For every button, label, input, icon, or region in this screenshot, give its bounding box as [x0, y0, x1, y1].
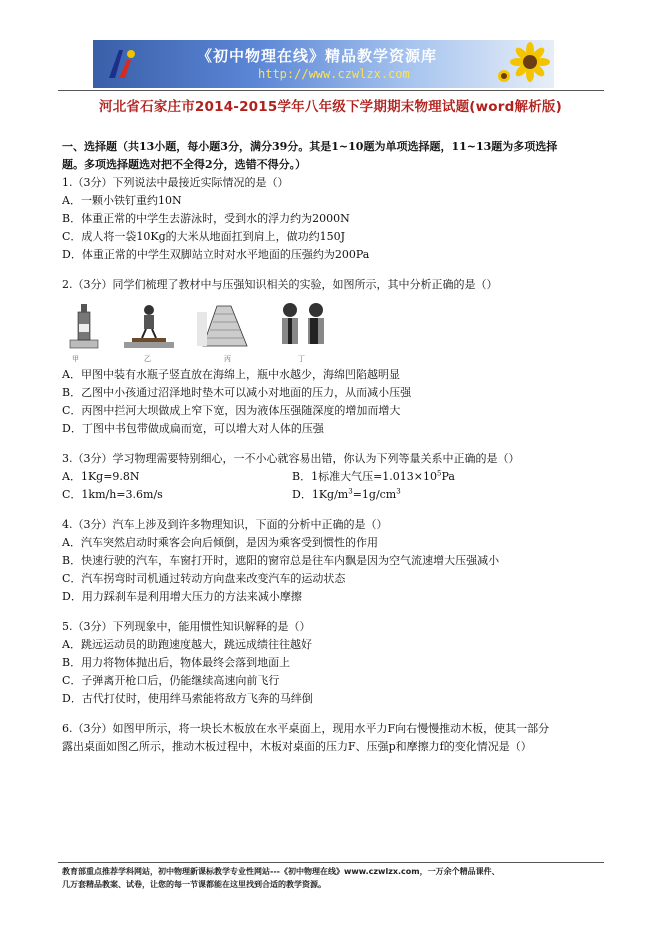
question-4-option-a: A．汽车突然启动时乘客会向后倾倒，是因为乘客受到惯性的作用 — [62, 536, 378, 549]
question-6-stem-line-2: 露出桌面如图乙所示，推动木板过程中，木板对桌面的压力F、压强p和摩擦力f的变化情况是（） — [62, 740, 532, 753]
question-3-option-b-text: B．1标准大气压=1.013×10 — [292, 470, 438, 483]
section-heading-line-1: 一、选择题（共13小题，每小题3分，满分39分。其是1~10题为单项选择题，11~13题为多项选择 — [62, 140, 558, 153]
exam-content — [62, 138, 610, 756]
banner-title: 《初中物理在线》精品教学资源库 — [197, 47, 438, 65]
question-2-option-d: D．丁图中书包带做成扁而宽，可以增大对人体的压强 — [62, 422, 324, 435]
question-1-option-d: D．体重正常的中学生双脚站立时对水平地面的压强约为200Pa — [62, 248, 370, 261]
water-bottle-on-sponge-figure — [68, 300, 100, 350]
site-logo-icon — [101, 44, 141, 84]
footer-divider — [58, 862, 604, 863]
question-5-option-d: D．古代打仗时，使用绊马索能将敌方飞奔的马绊倒 — [62, 692, 313, 705]
question-4-stem: 4.（3分）汽车上涉及到许多物理知识，下面的分析中正确的是（） — [62, 518, 388, 531]
child-on-swamp-figure — [124, 300, 174, 350]
schoolbag-straps-figure — [272, 300, 334, 350]
question-2-stem: 2.（3分）同学们梳理了教材中与压强知识相关的实验，如图所示，其中分析正确的是（） — [62, 278, 498, 291]
question-2-option-c: C．丙图中拦河大坝做成上窄下宽，因为液体压强随深度的增加而增大 — [62, 404, 401, 417]
question-5-stem: 5.（3分）下列现象中，能用惯性知识解释的是（） — [62, 620, 311, 633]
question-2-option-a: A．甲图中装有水瓶子竖直放在海绵上，瓶中水越少，海绵凹陷越明显 — [62, 368, 400, 381]
dam-figure — [197, 300, 257, 350]
section-heading-line-2: 题。多项选择题选对把不全得2分，选错不得分。） — [62, 158, 307, 171]
question-5-option-c: C．子弹离开枪口后，仍能继续高速向前飞行 — [62, 674, 280, 687]
question-3-option-b-unit: Pa — [441, 470, 455, 483]
question-3-option-d-exponent-2: 3 — [396, 487, 401, 496]
figure-label-yi: 乙 — [144, 355, 151, 363]
question-3-stem: 3.（3分）学习物理需要特别细心，一不小心就容易出错，你认为下列等量关系中正确的是（） — [62, 452, 520, 465]
figure-label-jia: 甲 — [72, 355, 79, 363]
question-4-option-b: B．快速行驶的汽车，车窗打开时，遮阳的窗帘总是往车内飘是因为空气流速增大压强减小 — [62, 554, 500, 567]
question-3-option-d-text: D．1Kg/m — [292, 488, 349, 501]
question-6-stem-line-1: 6.（3分）如图甲所示，将一块长木板放在水平桌面上，现用水平力F向右慢慢推动木板，使其一部分 — [62, 722, 550, 735]
page-footer — [62, 865, 610, 891]
question-3-option-d-mid: =1g/cm — [352, 488, 397, 501]
document-title: 河北省石家庄市2014-2015学年八年级下学期期末物理试题(word解析版) — [99, 99, 562, 115]
question-3-option-b-exponent: 5 — [437, 469, 442, 478]
question-1-option-c: C．成人将一袋10Kg的大米从地面扛到肩上，做功约150J — [62, 230, 346, 243]
question-3-option-a: A．1Kg=9.8N — [62, 470, 140, 483]
question-2-option-b: B．乙图中小孩通过沼泽地时垫木可以减小对地面的压力，从而减小压强 — [62, 386, 412, 399]
footer-line-1: 教育部重点推荐学科网站，初中物理新课标教学专业性网站---《初中物理在线》www.czwlzx.com，一万余个精品课件、 — [62, 867, 500, 876]
sunflower-icon — [492, 42, 550, 86]
question-3-options — [62, 468, 610, 504]
question-1-stem: 1.（3分）下列说法中最接近实际情况的是（） — [62, 176, 289, 189]
question-5-option-b: B．用力将物体抛出后，物体最终会落到地面上 — [62, 656, 291, 669]
question-3-option-d-exponent-1: 3 — [348, 487, 353, 496]
question-1-option-b: B．体重正常的中学生去游泳时，受到水的浮力约为2000N — [62, 212, 350, 225]
figure-label-bing: 丙 — [224, 355, 231, 363]
question-3-option-d — [292, 486, 522, 504]
banner-url: http://www.czwlzx.com — [258, 67, 410, 81]
question-3-option-c: C．1km/h=3.6m/s — [62, 488, 163, 501]
footer-line-2: 几万套精品教案、试卷，让您的每一节课都能在这里找到合适的教学资源。 — [62, 880, 326, 889]
question-2-figures — [62, 300, 610, 362]
site-banner — [93, 40, 554, 88]
figure-label-ding: 丁 — [298, 355, 305, 363]
question-3-option-b — [292, 468, 522, 486]
question-4-option-c: C．汽车拐弯时司机通过转动方向盘来改变汽车的运动状态 — [62, 572, 346, 585]
question-5-option-a: A．跳远运动员的助跑速度越大，跳远成绩往往越好 — [62, 638, 312, 651]
question-1-option-a: A．一颗小铁钉重约10N — [62, 194, 182, 207]
question-4-option-d: D．用力踩刹车是利用增大压力的方法来减小摩擦 — [62, 590, 302, 603]
header-divider — [58, 90, 604, 91]
